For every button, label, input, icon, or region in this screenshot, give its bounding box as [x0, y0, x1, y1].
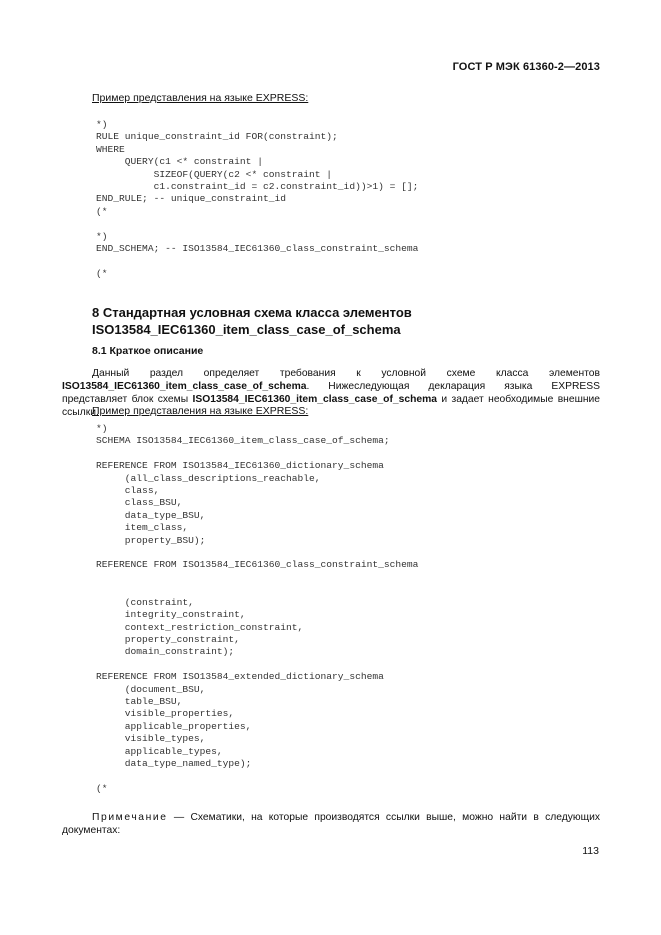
express-code-block-1: *) RULE unique_constraint_id FOR(constraint); WHERE QUERY(c1 <* constraint | SIZEOF(QUERY(c2 <* constraint | c1.constraint_id = c2.constraint_id))>1) = []; END_RULE; -- unique_constraint_id (* *) END_SCHEMA; -- ISO13584_IEC61360_class_constraint_schema (* — [96, 119, 419, 279]
note-label: Примечание — [92, 812, 168, 823]
example-caption-1: Пример представления на языке EXPRESS: — [92, 92, 309, 104]
note-paragraph — [62, 811, 600, 837]
section-heading-line1: 8 Стандартная условная схема класса элементов — [92, 305, 412, 320]
paragraph-text-3: и задает необходимые внешние ссылки. — [62, 394, 601, 418]
schema-name-bold-1: ISO13584_IEC61360_item_class_case_of_schema — [62, 381, 307, 392]
paragraph-text-2: . Нижеследующая декларация языка EXPRESS представляет блок схемы — [62, 381, 600, 405]
schema-name-bold-2: ISO13584_IEC61360_item_class_case_of_schema — [192, 394, 437, 405]
note-text: — Схематики, на которые производятся ссылки выше, можно найти в следующих документах: — [62, 812, 600, 836]
section-heading — [92, 304, 412, 338]
section-heading-line2: ISO13584_IEC61360_item_class_case_of_schema — [92, 322, 401, 337]
express-code-block-2: *) SCHEMA ISO13584_IEC61360_item_class_case_of_schema; REFERENCE FROM ISO13584_IEC61360_dictionary_schema (all_class_descriptions_reachable, class, class_BSU, data_type_BSU, item_class, property_BSU); REFERENCE FROM ISO13584_IEC61360_class_constraint_schema (constraint, integrity_constraint, context_restriction_constraint, property_constraint, domain_constraint); REFERENCE FROM ISO13584_extended_dictionary_schema (document_BSU, table_BSU, visible_properties, applicable_properties, visible_types, applicable_types, data_type_named_type); (* — [96, 423, 419, 794]
subsection-heading: 8.1 Краткое описание — [92, 345, 204, 357]
example-caption-2: Пример представления на языке EXPRESS: — [92, 405, 309, 417]
paragraph-text-1: Данный раздел определяет требования к условной схеме класса элементов — [92, 368, 600, 379]
page-number: 113 — [582, 845, 599, 857]
standard-header: ГОСТ Р МЭК 61360-2—2013 — [452, 61, 600, 73]
